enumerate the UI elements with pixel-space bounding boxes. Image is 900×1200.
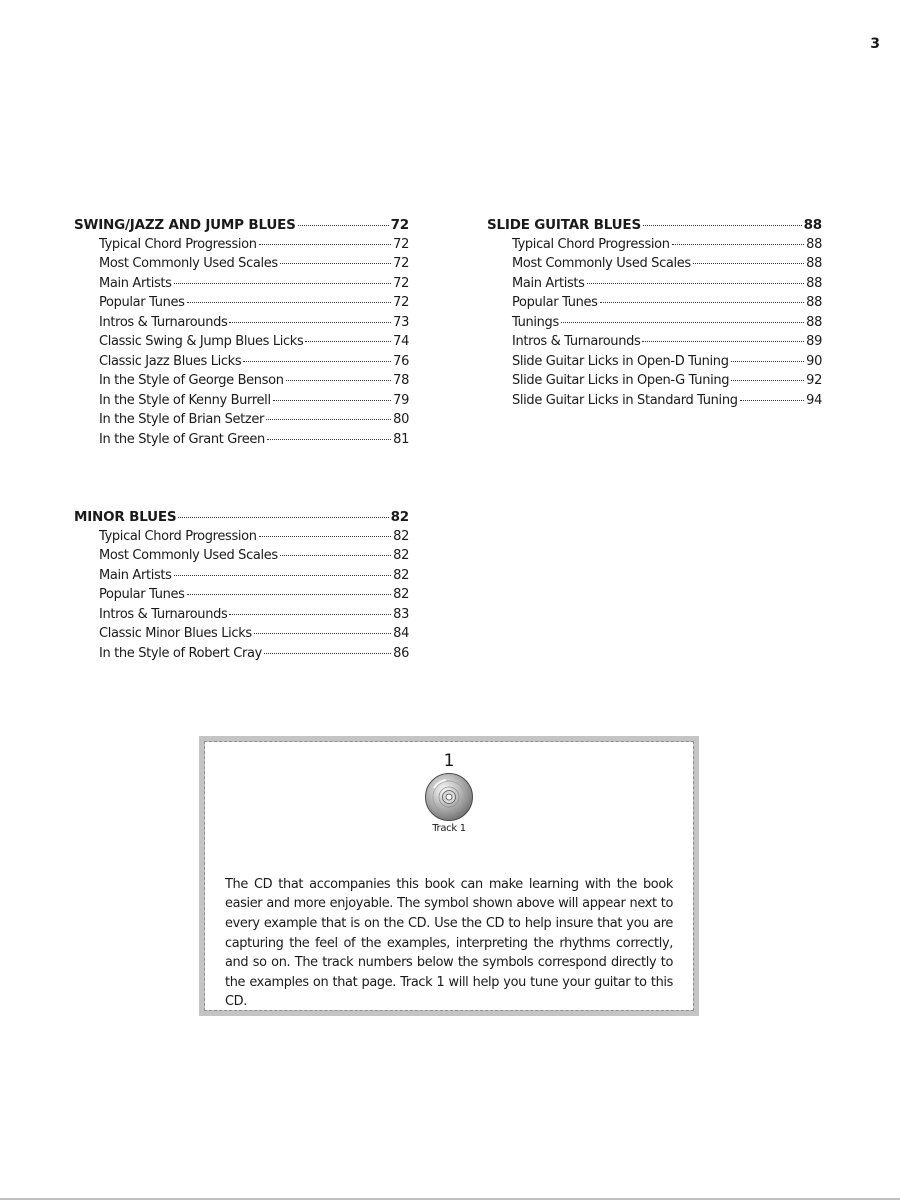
dot-leader <box>187 302 392 303</box>
toc-entry[interactable] <box>74 529 409 549</box>
toc-entry-page: 82 <box>393 567 409 583</box>
toc-heading-page: 72 <box>390 217 409 233</box>
toc-entry[interactable] <box>74 334 409 354</box>
toc-entry-title: Popular Tunes <box>99 587 185 602</box>
toc-entry-title: In the Style of Robert Cray <box>99 645 262 661</box>
dot-leader <box>243 361 391 362</box>
toc-entry-page: 79 <box>393 392 409 408</box>
dot-leader <box>643 225 802 226</box>
cd-description: The CD that accompanies this book can make learning with the book easier and more enjoyable. The symbol shown above will appear next to every example that is on the CD. Use the CD to help insure that you are capturing the feel of the examples, interpreting the rhythms correctly, and so on. The track numbers below the symbols correspond directly to the examples on that page. Track 1 will help you tune your guitar to this CD. <box>225 876 673 1010</box>
toc-entry-page: 72 <box>393 236 409 252</box>
toc-entry-title: Intros & Turnarounds <box>99 606 228 622</box>
toc-entry-title: Main Artists <box>512 275 585 291</box>
toc-entry[interactable] <box>74 587 409 607</box>
toc-entry-page: 73 <box>393 314 409 330</box>
toc-entry-title: In the Style of George Benson <box>99 373 284 388</box>
toc-entry-title: Typical Chord Progression <box>512 236 670 252</box>
cd-track-label: Track 1 <box>432 823 466 834</box>
dot-leader <box>642 341 804 342</box>
toc-entry-page: 72 <box>393 256 409 271</box>
dot-leader <box>264 653 391 654</box>
toc-entry-title: Most Commonly Used Scales <box>99 548 278 563</box>
dot-leader <box>280 263 391 264</box>
toc-entry[interactable] <box>74 237 409 257</box>
toc-entry-page: 84 <box>393 626 409 641</box>
dot-leader <box>266 419 391 420</box>
cd-track-number: 1 <box>443 751 455 771</box>
toc-entry-title: Popular Tunes <box>99 295 185 310</box>
toc-entry[interactable] <box>487 393 822 413</box>
toc-entry-page: 82 <box>393 548 409 563</box>
toc-entry-title: Classic Jazz Blues Licks <box>99 353 242 369</box>
toc-entry[interactable] <box>74 315 409 335</box>
toc-entry[interactable] <box>74 646 409 666</box>
toc-entry-page: 88 <box>806 275 822 291</box>
toc-entry-page: 78 <box>393 373 409 388</box>
toc-entry[interactable] <box>74 432 409 452</box>
toc-entry-title: Most Commonly Used Scales <box>512 256 691 271</box>
toc-entry-title: In the Style of Kenny Burrell <box>99 392 271 408</box>
toc-heading[interactable] <box>74 217 409 237</box>
dot-leader <box>174 283 392 284</box>
cd-disc-icon <box>424 772 474 822</box>
toc-entry[interactable] <box>487 373 822 393</box>
toc-entry[interactable] <box>74 373 409 393</box>
dot-leader <box>561 322 804 323</box>
toc-entry[interactable] <box>74 607 409 627</box>
toc-entry-page: 83 <box>393 606 409 622</box>
dot-leader <box>740 400 805 401</box>
toc-entry-title: Main Artists <box>99 567 172 583</box>
dot-leader <box>229 614 391 615</box>
toc-entry[interactable] <box>74 276 409 296</box>
toc-entry-page: 90 <box>806 353 822 369</box>
dot-leader <box>273 400 391 401</box>
toc-entry-title: Main Artists <box>99 275 172 291</box>
dot-leader <box>178 517 388 518</box>
toc-entry-page: 76 <box>393 353 409 369</box>
toc-entry-title: Intros & Turnarounds <box>512 334 641 349</box>
dot-leader <box>259 536 392 537</box>
toc-entry-page: 72 <box>393 275 409 291</box>
toc-entry-page: 88 <box>806 295 822 310</box>
toc-section-minor-blues <box>74 509 409 665</box>
toc-entry-title: Classic Swing & Jump Blues Licks <box>99 334 304 349</box>
toc-entry[interactable] <box>74 354 409 374</box>
dot-leader <box>731 380 804 381</box>
toc-entry-title: In the Style of Grant Green <box>99 431 265 447</box>
toc-entry-title: Classic Minor Blues Licks <box>99 626 252 641</box>
toc-section-swing-jazz <box>74 217 409 451</box>
dot-leader <box>305 341 391 342</box>
toc-entry[interactable] <box>487 295 822 315</box>
toc-heading-page: 82 <box>390 509 409 525</box>
page-number: 3 <box>870 36 880 52</box>
dot-leader <box>286 380 392 381</box>
toc-entry-title: Popular Tunes <box>512 295 598 310</box>
toc-entry[interactable] <box>74 626 409 646</box>
toc-entry-title: Slide Guitar Licks in Open-D Tuning <box>512 353 729 369</box>
toc-entry-title: Typical Chord Progression <box>99 528 257 544</box>
toc-entry-page: 80 <box>393 412 409 427</box>
toc-entry-page: 88 <box>806 236 822 252</box>
dot-leader <box>600 302 805 303</box>
toc-entry-page: 92 <box>806 373 822 388</box>
toc-entry[interactable] <box>487 354 822 374</box>
toc-entry-page: 94 <box>806 392 822 408</box>
dot-leader <box>229 322 391 323</box>
toc-entry[interactable] <box>487 237 822 257</box>
toc-entry[interactable] <box>487 276 822 296</box>
toc-entry-page: 88 <box>806 314 822 330</box>
toc-entry-page: 81 <box>393 431 409 447</box>
toc-heading[interactable] <box>487 217 822 237</box>
toc-entry[interactable] <box>487 256 822 276</box>
dot-leader <box>254 633 391 634</box>
toc-entry-page: 82 <box>393 528 409 544</box>
dot-leader <box>298 225 389 226</box>
toc-entry-title: Slide Guitar Licks in Standard Tuning <box>512 392 738 408</box>
toc-entry[interactable] <box>74 295 409 315</box>
toc-entry[interactable] <box>74 568 409 588</box>
toc-section-slide-guitar <box>487 217 822 412</box>
dot-leader <box>672 244 805 245</box>
toc-entry-title: Tunings <box>512 314 559 330</box>
dot-leader <box>259 244 392 245</box>
toc-entry[interactable] <box>74 548 409 568</box>
toc-entry-page: 89 <box>806 334 822 349</box>
toc-heading-title: MINOR BLUES <box>74 509 177 525</box>
toc-entry-title: Typical Chord Progression <box>99 236 257 252</box>
toc-entry[interactable] <box>74 256 409 276</box>
toc-entry-page: 74 <box>393 334 409 349</box>
dot-leader <box>280 555 391 556</box>
toc-entry-title: In the Style of Brian Setzer <box>99 412 265 427</box>
toc-heading-title: SLIDE GUITAR BLUES <box>487 217 641 233</box>
toc-heading[interactable] <box>74 509 409 529</box>
dot-leader <box>693 263 804 264</box>
toc-entry-title: Slide Guitar Licks in Open-G Tuning <box>512 373 730 388</box>
dot-leader <box>187 594 392 595</box>
dot-leader <box>267 439 391 440</box>
toc-entry-page: 86 <box>393 645 409 661</box>
toc-heading-page: 88 <box>803 217 822 233</box>
toc-heading-title: SWING/JAZZ AND JUMP BLUES <box>74 217 296 233</box>
toc-entry[interactable] <box>487 334 822 354</box>
toc-entry-title: Intros & Turnarounds <box>99 314 228 330</box>
dot-leader <box>174 575 392 576</box>
toc-entry-page: 88 <box>806 256 822 271</box>
toc-entry[interactable] <box>487 315 822 335</box>
cd-info-box <box>199 736 699 1016</box>
toc-entry-page: 72 <box>393 295 409 310</box>
cd-track-symbol <box>419 752 479 834</box>
toc-entry[interactable] <box>74 412 409 432</box>
toc-entry-title: Most Commonly Used Scales <box>99 256 278 271</box>
toc-entry-page: 82 <box>393 587 409 602</box>
toc-entry[interactable] <box>74 393 409 413</box>
dot-leader <box>731 361 805 362</box>
dot-leader <box>587 283 805 284</box>
